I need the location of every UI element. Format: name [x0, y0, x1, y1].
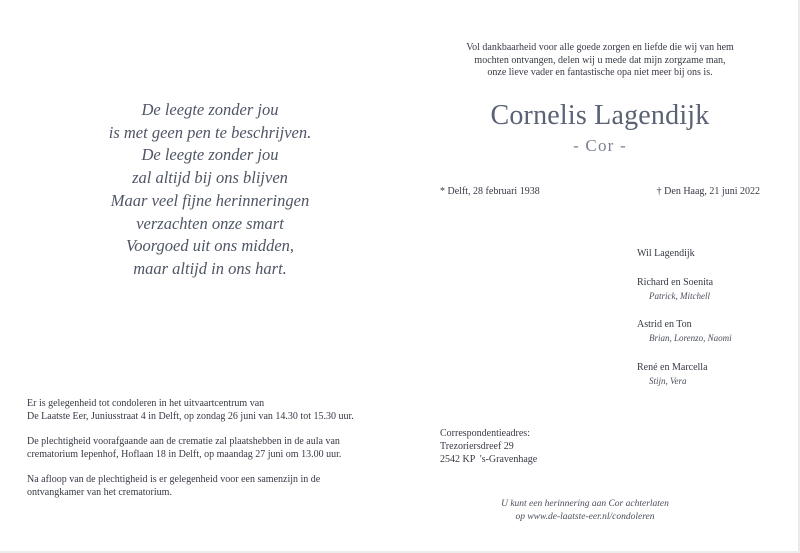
correspondence-street: Trezoriersdreef 29 [440, 440, 514, 452]
poem-line: maar altijd in ons hart. [133, 258, 287, 278]
info-line: Er is gelegenheid tot condoleren in het uitvaartcentrum van [27, 398, 265, 409]
birth-info: * Delft, 28 februari 1938 [440, 186, 540, 197]
intro-line: mochten ontvangen, delen wij u mede dat mijn zorgzame man, [474, 54, 726, 66]
condolence-paragraph [27, 397, 387, 424]
family-member: Richard en Soenita [637, 277, 714, 288]
intro-line: onze lieve vader en fantastische opa niet meer bij ons is. [487, 67, 713, 79]
info-line: crematorium Iepenhof, Hoflaan 18 in Delft, op maandag 27 juni om 13.00 uur. [27, 449, 342, 461]
poem-line: verzachten onze smart [136, 213, 284, 233]
info-line: De plechtigheid voorafgaande aan de crematie zal plaatshebben in de aula van [27, 435, 340, 447]
family-member: Astrid en Ton [637, 319, 692, 330]
deceased-nickname: - Cor - [573, 136, 627, 155]
family-member: René en Marcella [637, 362, 708, 373]
memorial-poem [60, 99, 360, 281]
ceremony-info [27, 397, 387, 510]
family-member: Wil Lagendijk [637, 248, 695, 259]
correspondence-address [440, 428, 537, 466]
condolence-footer [460, 498, 710, 524]
ceremony-paragraph [27, 435, 387, 462]
poem-line: Voorgoed uit ons midden, [125, 236, 295, 256]
info-line: Na afloop van de plechtigheid is er gelegenheid voor een samenzijn in de [27, 473, 321, 485]
poem-line: Maar veel fijne herinneringen [110, 190, 310, 210]
poem-line: De leegte zonder jou [141, 100, 279, 119]
poem-line: De leegte zonder jou [141, 145, 279, 165]
family-children: Patrick, Mitchell [649, 291, 710, 301]
family-children: Brian, Lorenzo, Naomi [649, 333, 732, 343]
announcement-intro [430, 42, 770, 80]
death-info: † Den Haag, 21 juni 2022 [656, 186, 760, 197]
condolence-link[interactable]: op www.de-laatste-eer.nl/condoleren [515, 512, 655, 522]
deceased-name: Cornelis Lagendijk [490, 100, 710, 131]
poem-line: zal altijd bij ons blijven [132, 168, 288, 188]
footer-line: U kunt een herinnering aan Cor achterlaten [501, 499, 669, 509]
gathering-paragraph [27, 473, 387, 500]
correspondence-postal: 2542 KP 's-Gravenhage [440, 453, 538, 465]
family-children: Stijn, Vera [649, 376, 687, 386]
poem-line: is met geen pen te beschrijven. [108, 122, 312, 142]
correspondence-label: Correspondentieadres: [440, 428, 530, 439]
intro-line: Vol dankbaarheid voor alle goede zorgen en liefde die wij van hem [466, 42, 734, 53]
info-line: ontvangkamer van het crematorium. [27, 487, 172, 499]
info-line: De Laatste Eer, Juniusstraat 4 in Delft, op zondag 26 juni van 14.30 tot 15.30 uur. [27, 411, 354, 423]
